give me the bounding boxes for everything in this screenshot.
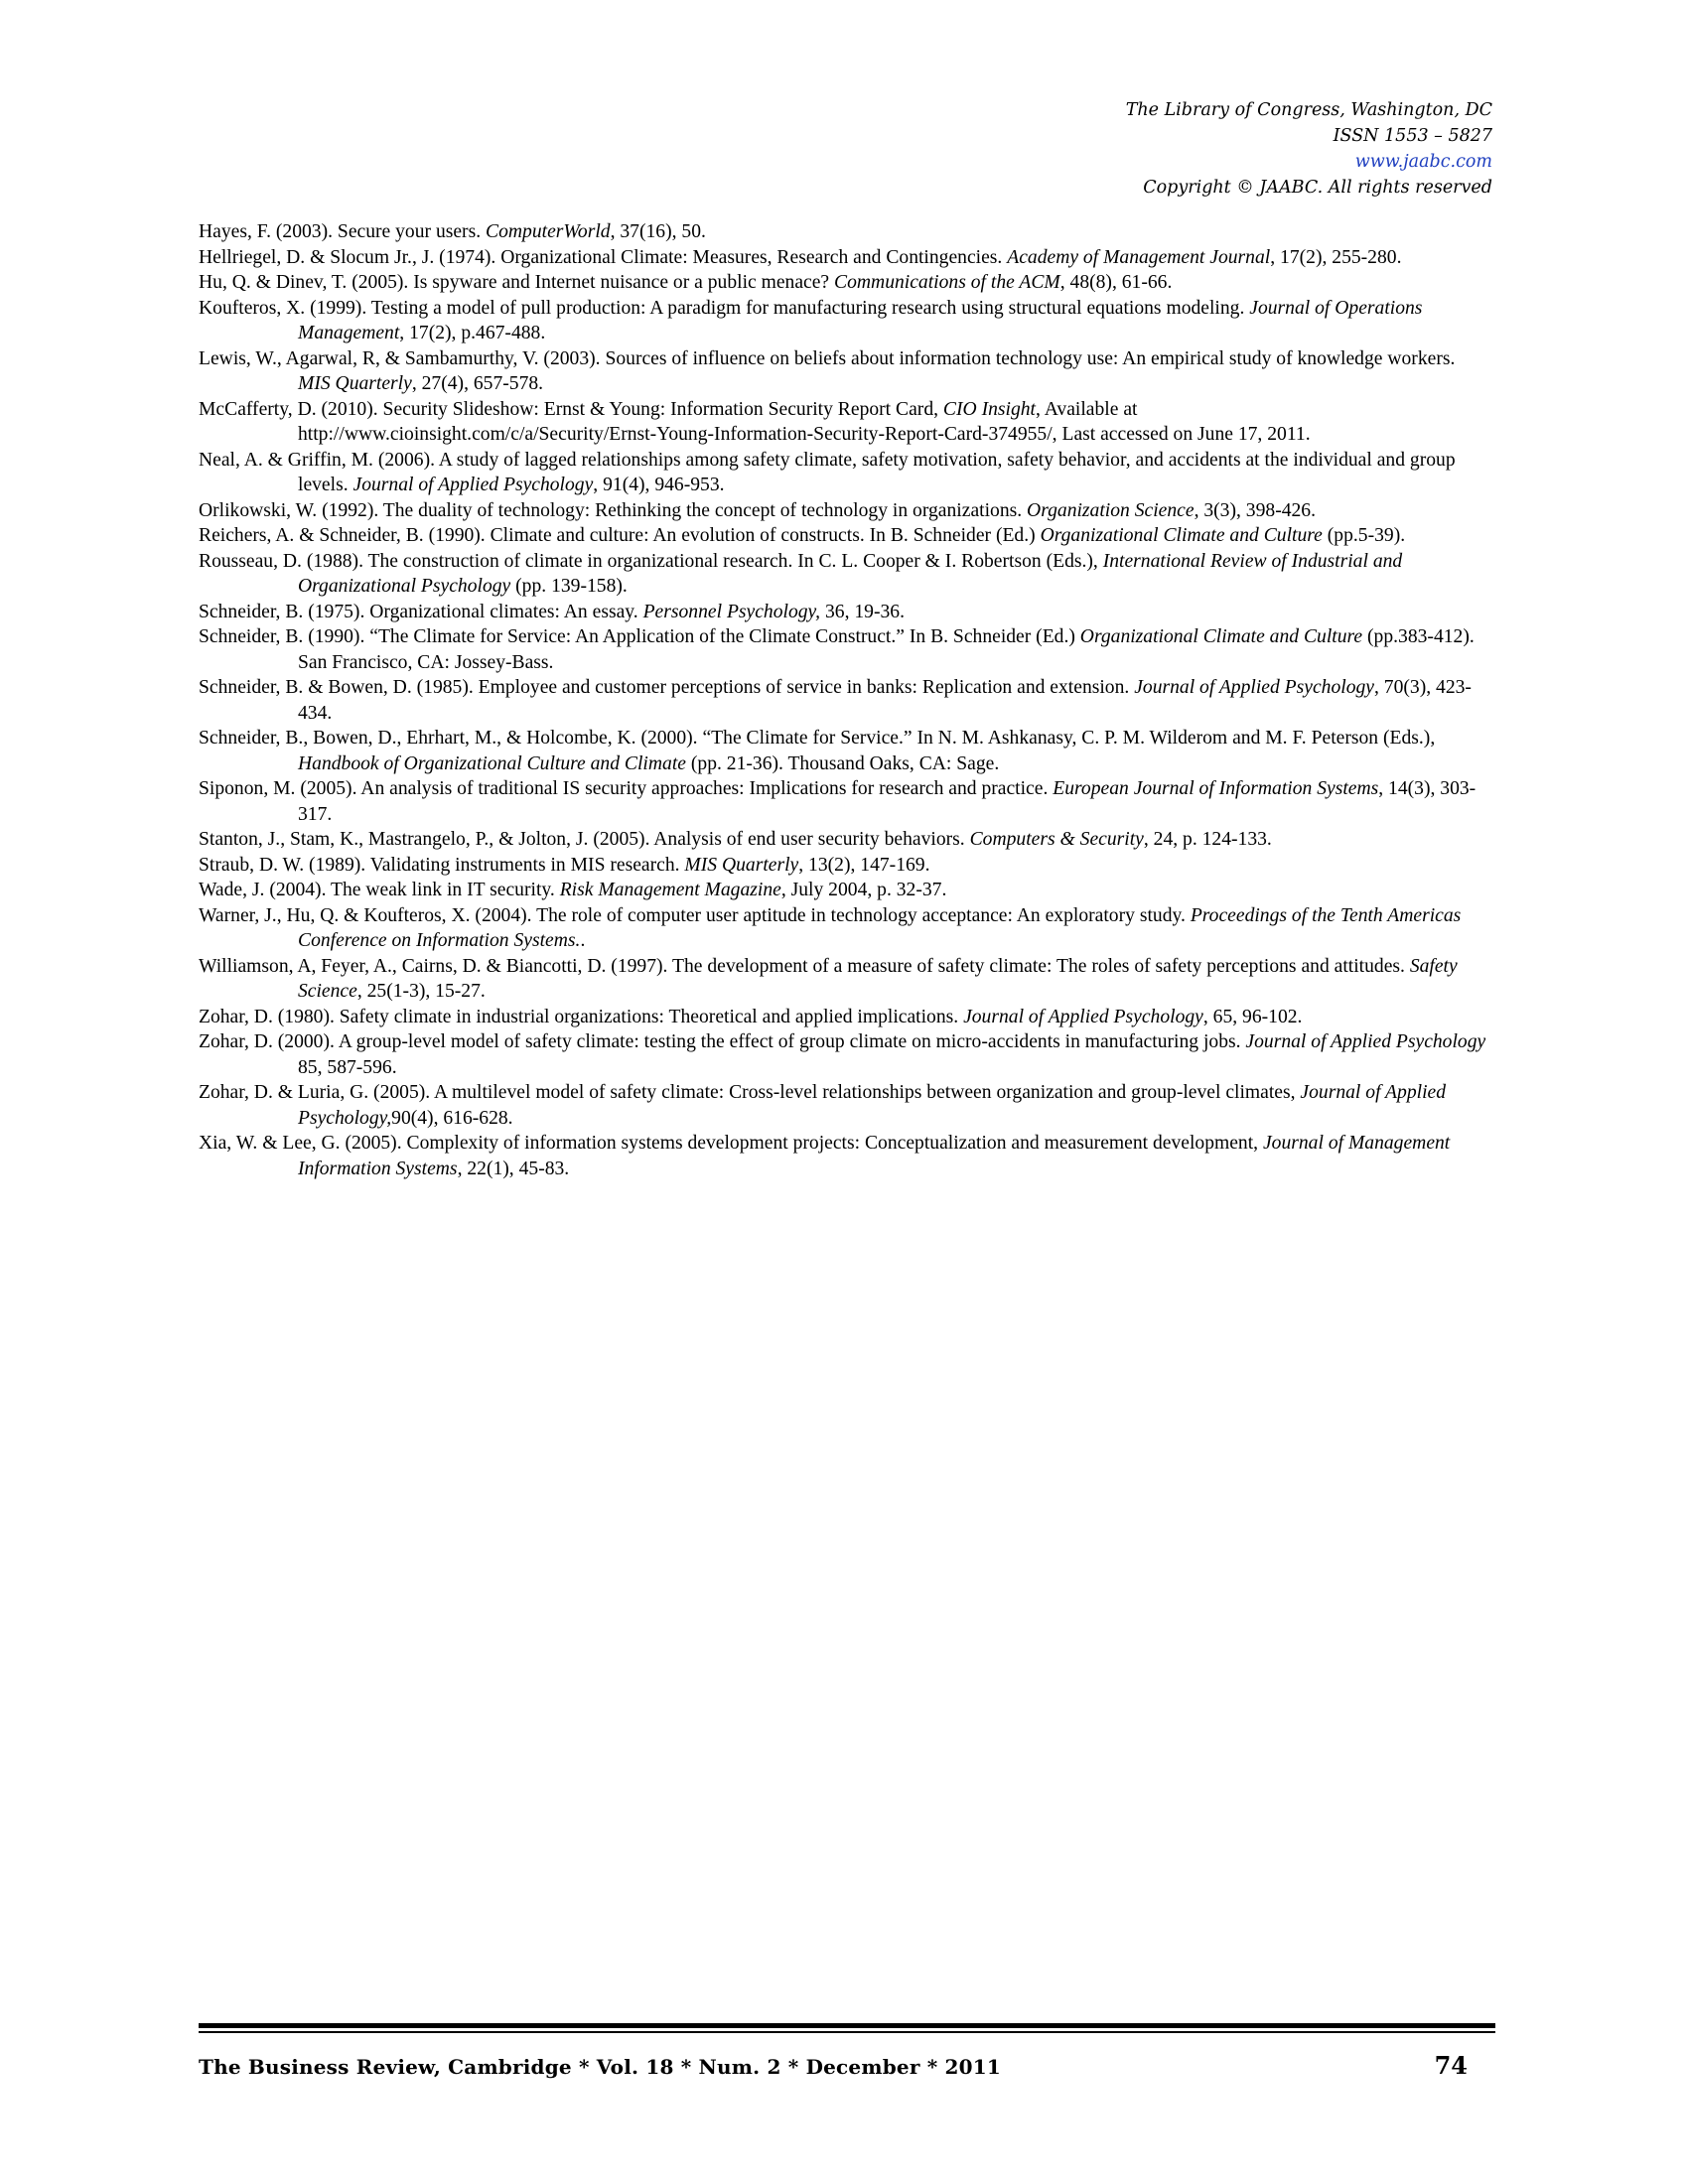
reference-text: Orlikowski, W. (1992). The duality of technology: Rethinking the concept of technology in organizations. xyxy=(199,499,1028,521)
reference-source-title: Academy of Management Journal xyxy=(1007,246,1271,268)
reference-text: Stanton, J., Stam, K., Mastrangelo, P., & Jolton, J. (2005). Analysis of end user security behaviors. xyxy=(199,829,970,850)
reference-entry xyxy=(199,776,1491,827)
reference-text: Rousseau, D. (1988). The construction of climate in organizational research. In C. L. Cooper & I. Robertson (Eds.), xyxy=(199,550,1103,572)
reference-entry xyxy=(199,954,1491,1005)
reference-text: 90(4), 616-628. xyxy=(391,1107,513,1129)
reference-entry xyxy=(199,296,1491,346)
page-number: 74 xyxy=(1434,2051,1468,2080)
reference-entry xyxy=(199,498,1491,524)
reference-source-title: Risk Management Magazine xyxy=(559,880,781,900)
reference-source-title: European Journal of Information Systems xyxy=(1053,778,1379,799)
reference-entry xyxy=(199,853,1491,879)
reference-text: Schneider, B. & Bowen, D. (1985). Employee and customer perceptions of service in banks: Replication and extension. xyxy=(199,677,1135,698)
reference-source-title: Computers & Security xyxy=(969,829,1144,850)
reference-text: , 27(4), 657-578. xyxy=(411,373,544,394)
reference-text: McCafferty, D. (2010). Security Slideshow: Ernst & Young: Information Security Report Card, xyxy=(199,398,943,420)
reference-source-title: Safety Science xyxy=(298,955,1458,1002)
reference-source-title: Journal of Applied Psychology xyxy=(1134,677,1374,698)
reference-text: Neal, A. & Griffin, M. (2006). A study of lagged relationships among safety climate, safety motivation, safety behavior, and accidents at the individual and group levels. xyxy=(199,449,1456,495)
reference-text: Hayes, F. (2003). Secure your users. xyxy=(199,221,487,242)
footer-journal-citation: The Business Review, Cambridge * Vol. 18 * Num. 2 * December * 2011 xyxy=(199,2055,1001,2079)
reference-text: Zohar, D. & Luria, G. (2005). A multilevel model of safety climate: Cross-level relationships between organization and group-level climates, xyxy=(199,1082,1301,1103)
footer-rule-thick xyxy=(199,2023,1495,2028)
reference-entry xyxy=(199,1029,1491,1080)
reference-text: , 13(2), 147-169. xyxy=(798,854,930,876)
reference-entry xyxy=(199,878,1491,903)
footer-rule-thin xyxy=(199,2031,1495,2033)
reference-text: , 91(4), 946-953. xyxy=(593,475,725,495)
reference-text: , 24, p. 124-133. xyxy=(1143,829,1272,850)
reference-text: Reichers, A. & Schneider, B. (1990). Climate and culture: An evolution of constructs. In B. Schneider (Ed.) xyxy=(199,525,1041,546)
reference-text: , 17(2), p.467-488. xyxy=(399,323,546,343)
reference-text: , 37(16), 50. xyxy=(610,221,706,242)
journal-header xyxy=(1126,97,1492,201)
reference-entry xyxy=(199,1080,1491,1131)
reference-entry xyxy=(199,346,1491,397)
reference-source-title: Personnel Psychology, xyxy=(642,601,821,622)
reference-source-title: Organizational Climate and Culture xyxy=(1040,525,1323,546)
reference-text: (pp.5-39). xyxy=(1322,525,1406,546)
reference-text: Straub, D. W. (1989). Validating instruments in MIS research. xyxy=(199,854,685,876)
reference-entry xyxy=(199,549,1491,600)
reference-text: (pp. 139-158). xyxy=(510,576,628,597)
reference-entry xyxy=(199,600,1491,625)
reference-list xyxy=(199,219,1491,1181)
reference-entry xyxy=(199,397,1491,448)
reference-text: , 70(3), 423-434. xyxy=(298,677,1472,724)
reference-text: , July 2004, p. 32-37. xyxy=(780,880,947,900)
reference-text: Schneider, B. (1990). “The Climate for Service: An Application of the Climate Construct.” In B. Schneider (Ed.) xyxy=(199,626,1080,647)
header-library-line: The Library of Congress, Washington, DC xyxy=(1125,100,1492,120)
reference-text: , 14(3), 303-317. xyxy=(298,778,1477,825)
reference-text: , 3(3), 398-426. xyxy=(1194,499,1317,521)
reference-entry xyxy=(199,523,1491,549)
reference-entry xyxy=(199,1131,1491,1181)
reference-source-title: Journal of Management Information Systems xyxy=(298,1133,1451,1179)
reference-text: Lewis, W., Agarwal, R, & Sambamurthy, V. (2003). Sources of influence on beliefs about information technology use: An empirical study of knowledge workers. xyxy=(199,347,1456,369)
reference-source-title: Organization Science xyxy=(1027,499,1195,521)
reference-source-title: MIS Quarterly xyxy=(298,373,412,394)
reference-entry xyxy=(199,245,1491,271)
reference-source-title: ComputerWorld xyxy=(486,221,611,242)
reference-entry xyxy=(199,726,1491,776)
reference-text: Zohar, D. (2000). A group-level model of safety climate: testing the effect of group climate on micro-accidents in manufacturing jobs. xyxy=(199,1031,1246,1052)
reference-text: Hellriegel, D. & Slocum Jr., J. (1974). Organizational Climate: Measures, Research and Contingencies. xyxy=(199,246,1008,268)
reference-entry xyxy=(199,219,1491,245)
reference-text: 85, 587-596. xyxy=(298,1056,397,1078)
reference-source-title: Journal of Applied Psychology xyxy=(1245,1031,1486,1052)
reference-source-title: Journal of Applied Psychology xyxy=(963,1006,1203,1027)
reference-entry xyxy=(199,448,1491,498)
reference-text: (pp.383-412). San Francisco, CA: Jossey-Bass. xyxy=(298,626,1475,673)
reference-source-title: International Review of Industrial and Organizational Psychology xyxy=(298,550,1403,597)
reference-text: Zohar, D. (1980). Safety climate in industrial organizations: Theoretical and applied implications. xyxy=(199,1006,964,1027)
reference-text: . xyxy=(580,930,586,951)
reference-entry xyxy=(199,270,1491,296)
reference-text: 36, 19-36. xyxy=(820,601,905,622)
reference-text: , 48(8), 61-66. xyxy=(1059,272,1173,293)
reference-text: (pp. 21-36). Thousand Oaks, CA: Sage. xyxy=(685,752,1000,774)
reference-text: , 17(2), 255-280. xyxy=(1270,246,1402,268)
reference-text: Schneider, B., Bowen, D., Ehrhart, M., & Holcombe, K. (2000). “The Climate for Service.” In N. M. Ashkanasy, C. P. M. Wilderom and M. F. Peterson (Eds.), xyxy=(199,728,1436,749)
reference-entry xyxy=(199,624,1491,675)
reference-entry xyxy=(199,903,1491,954)
reference-text: Warner, J., Hu, Q. & Koufteros, X. (2004). The role of computer user aptitude in technology acceptance: An exploratory study. xyxy=(199,904,1191,926)
reference-entry xyxy=(199,827,1491,853)
reference-source-title: Journal of Operations Management xyxy=(298,297,1423,343)
reference-text: Hu, Q. & Dinev, T. (2005). Is spyware and Internet nuisance or a public menace? xyxy=(199,272,835,293)
reference-text: Koufteros, X. (1999). Testing a model of pull production: A paradigm for manufacturing research using structural equations modeling. xyxy=(199,297,1250,319)
reference-text: , 65, 96-102. xyxy=(1202,1006,1303,1027)
header-website-link[interactable]: www.jaabc.com xyxy=(1354,152,1492,172)
reference-source-title: Journal of Applied Psychology xyxy=(352,475,594,495)
reference-text: Wade, J. (2004). The weak link in IT security. xyxy=(199,880,560,900)
reference-source-title: CIO Insight xyxy=(942,398,1036,420)
reference-text: , 22(1), 45-83. xyxy=(457,1158,570,1179)
reference-source-title: Organizational Climate and Culture xyxy=(1079,626,1363,647)
header-issn-line: ISSN 1553 – 5827 xyxy=(1333,126,1492,146)
header-copyright-line: Copyright © JAABC. All rights reserved xyxy=(1143,178,1492,198)
reference-entry xyxy=(199,1005,1491,1030)
reference-source-title: Communications of the ACM xyxy=(834,272,1060,293)
reference-source-title: Journal of Applied Psychology, xyxy=(298,1082,1447,1129)
reference-text: , Available at http://www.cioinsight.com/c/a/Security/Ernst-Young-Information-Security-Report-Card-374955/, Last accessed on June 17, 2011. xyxy=(298,398,1311,445)
reference-text: Siponon, M. (2005). An analysis of traditional IS security approaches: Implications for research and practice. xyxy=(199,778,1054,799)
reference-source-title: MIS Quarterly xyxy=(684,854,799,876)
reference-text: Xia, W. & Lee, G. (2005). Complexity of information systems development projects: Conceptualization and measurement development, xyxy=(199,1133,1263,1154)
reference-text: Schneider, B. (1975). Organizational climates: An essay. xyxy=(199,601,643,622)
reference-source-title: Proceedings of the Tenth Americas Conference on Information Systems. xyxy=(298,904,1462,951)
reference-text: Williamson, A, Feyer, A., Cairns, D. & Biancotti, D. (1997). The development of a measure of safety climate: The roles of safety perceptions and attitudes. xyxy=(199,955,1410,977)
reference-source-title: Handbook of Organizational Culture and Climate xyxy=(298,752,686,774)
reference-entry xyxy=(199,675,1491,726)
reference-text: , 25(1-3), 15-27. xyxy=(356,981,486,1002)
